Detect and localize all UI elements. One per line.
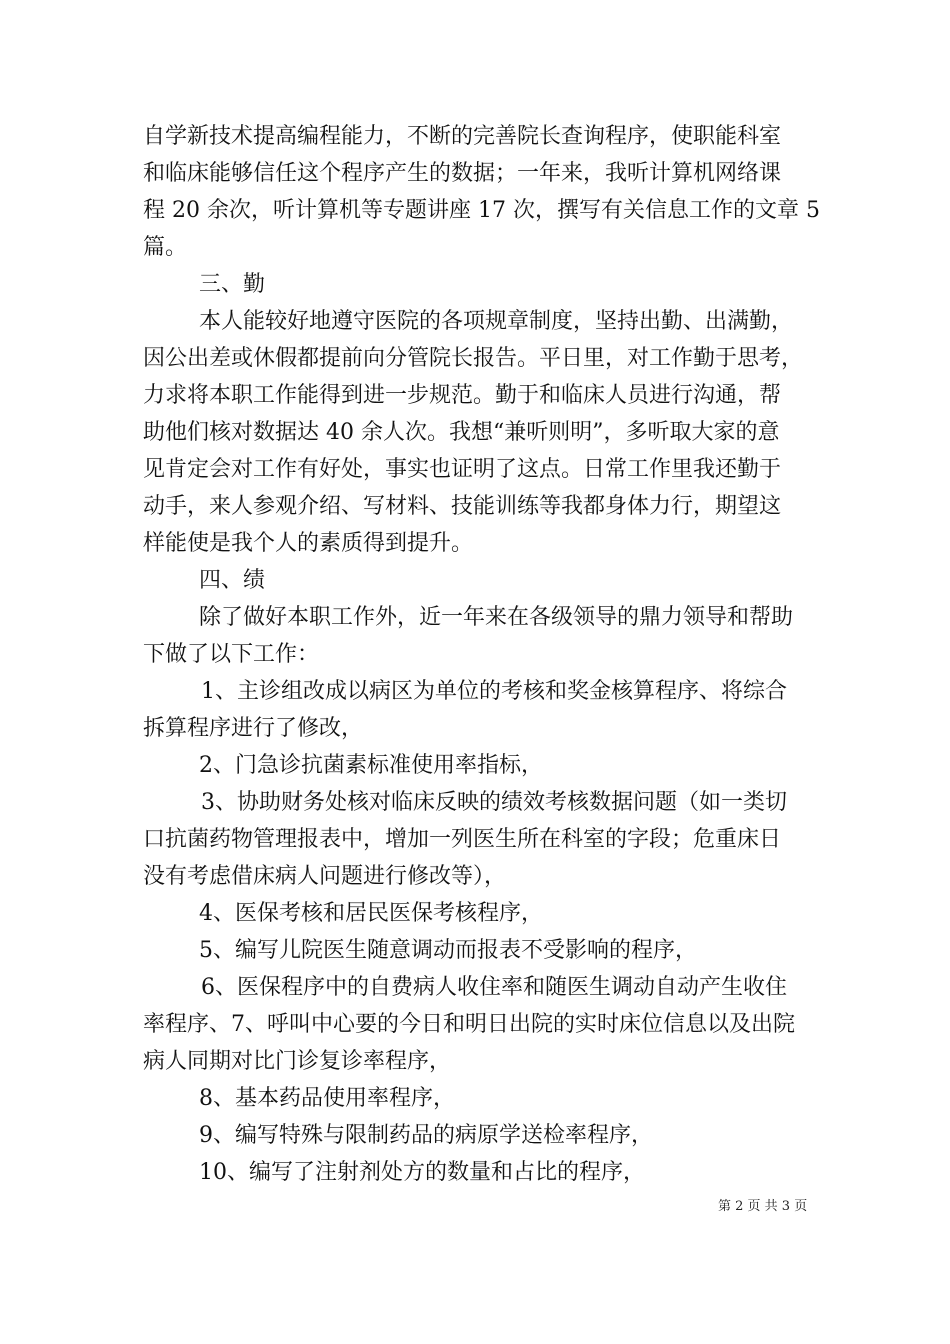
text-line: 没有考虑借床病人问题进行修改等），: [143, 864, 507, 889]
text-line: 自学新技术提高编程能力，不断的完善院长查询程序，使职能科室: [143, 124, 782, 149]
text-line: 病人同期对比门诊复诊率程序，: [143, 1049, 452, 1074]
section-heading: 三、勤: [199, 272, 266, 297]
section-heading: 四、绩: [199, 568, 266, 593]
text-line: 和临床能够信任这个程序产生的数据；一年来，我听计算机网络课: [143, 161, 782, 186]
text-line: 拆算程序进行了修改，: [143, 716, 364, 741]
text-line: 动手，来人参观介绍、写材料、技能训练等我都身体力行，期望这: [143, 494, 782, 519]
text-line: 篇。: [143, 235, 188, 260]
list-item: 2、门急诊抗菌素标准使用率指标，: [199, 753, 543, 778]
list-item: 8、基本药品使用率程序，: [199, 1086, 455, 1111]
text-line: 除了做好本职工作外，近一年来在各级领导的鼎力领导和帮助: [199, 605, 794, 630]
page-number-footer: 第 2 页 共 3 页: [718, 1199, 808, 1214]
list-item: 10、编写了注射剂处方的数量和占比的程序，: [199, 1160, 645, 1185]
text-line: 率程序、7、呼叫中心要的今日和明日出院的实时床位信息以及出院: [143, 1012, 795, 1037]
list-item: 4、医保考核和居民医保考核程序，: [199, 901, 543, 926]
text-line: 程 20 余次，听计算机等专题讲座 17 次，撰写有关信息工作的文章 5: [143, 198, 820, 223]
list-item: 9、编写特殊与限制药品的病原学送检率程序，: [199, 1123, 653, 1148]
list-item: 6、医保程序中的自费病人收住率和随医生调动自动产生收住: [201, 975, 787, 1000]
text-line: 力求将本职工作能得到进一步规范。勤于和临床人员进行沟通，帮: [143, 383, 782, 408]
text-line: 下做了以下工作：: [143, 642, 320, 667]
list-item: 3、协助财务处核对临床反映的绩效考核数据问题（如一类切: [201, 790, 787, 815]
text-line: 因公出差或休假都提前向分管院长报告。平日里，对工作勤于思考，: [143, 346, 804, 371]
text-line: 口抗菌药物管理报表中，增加一列医生所在科室的字段；危重床日: [143, 827, 782, 852]
text-line: 见肯定会对工作有好处，事实也证明了这点。日常工作里我还勤于: [143, 457, 782, 482]
text-line: 样能使是我个人的素质得到提升。: [143, 531, 474, 556]
text-line: 助他们核对数据达 40 余人次。我想“兼听则明”，多听取大家的意: [143, 420, 780, 445]
list-item: 1、主诊组改成以病区为单位的考核和奖金核算程序、将综合: [201, 679, 787, 704]
list-item: 5、编写儿院医生随意调动而报表不受影响的程序，: [199, 938, 697, 963]
text-line: 本人能较好地遵守医院的各项规章制度，坚持出勤、出满勤，: [199, 309, 794, 334]
